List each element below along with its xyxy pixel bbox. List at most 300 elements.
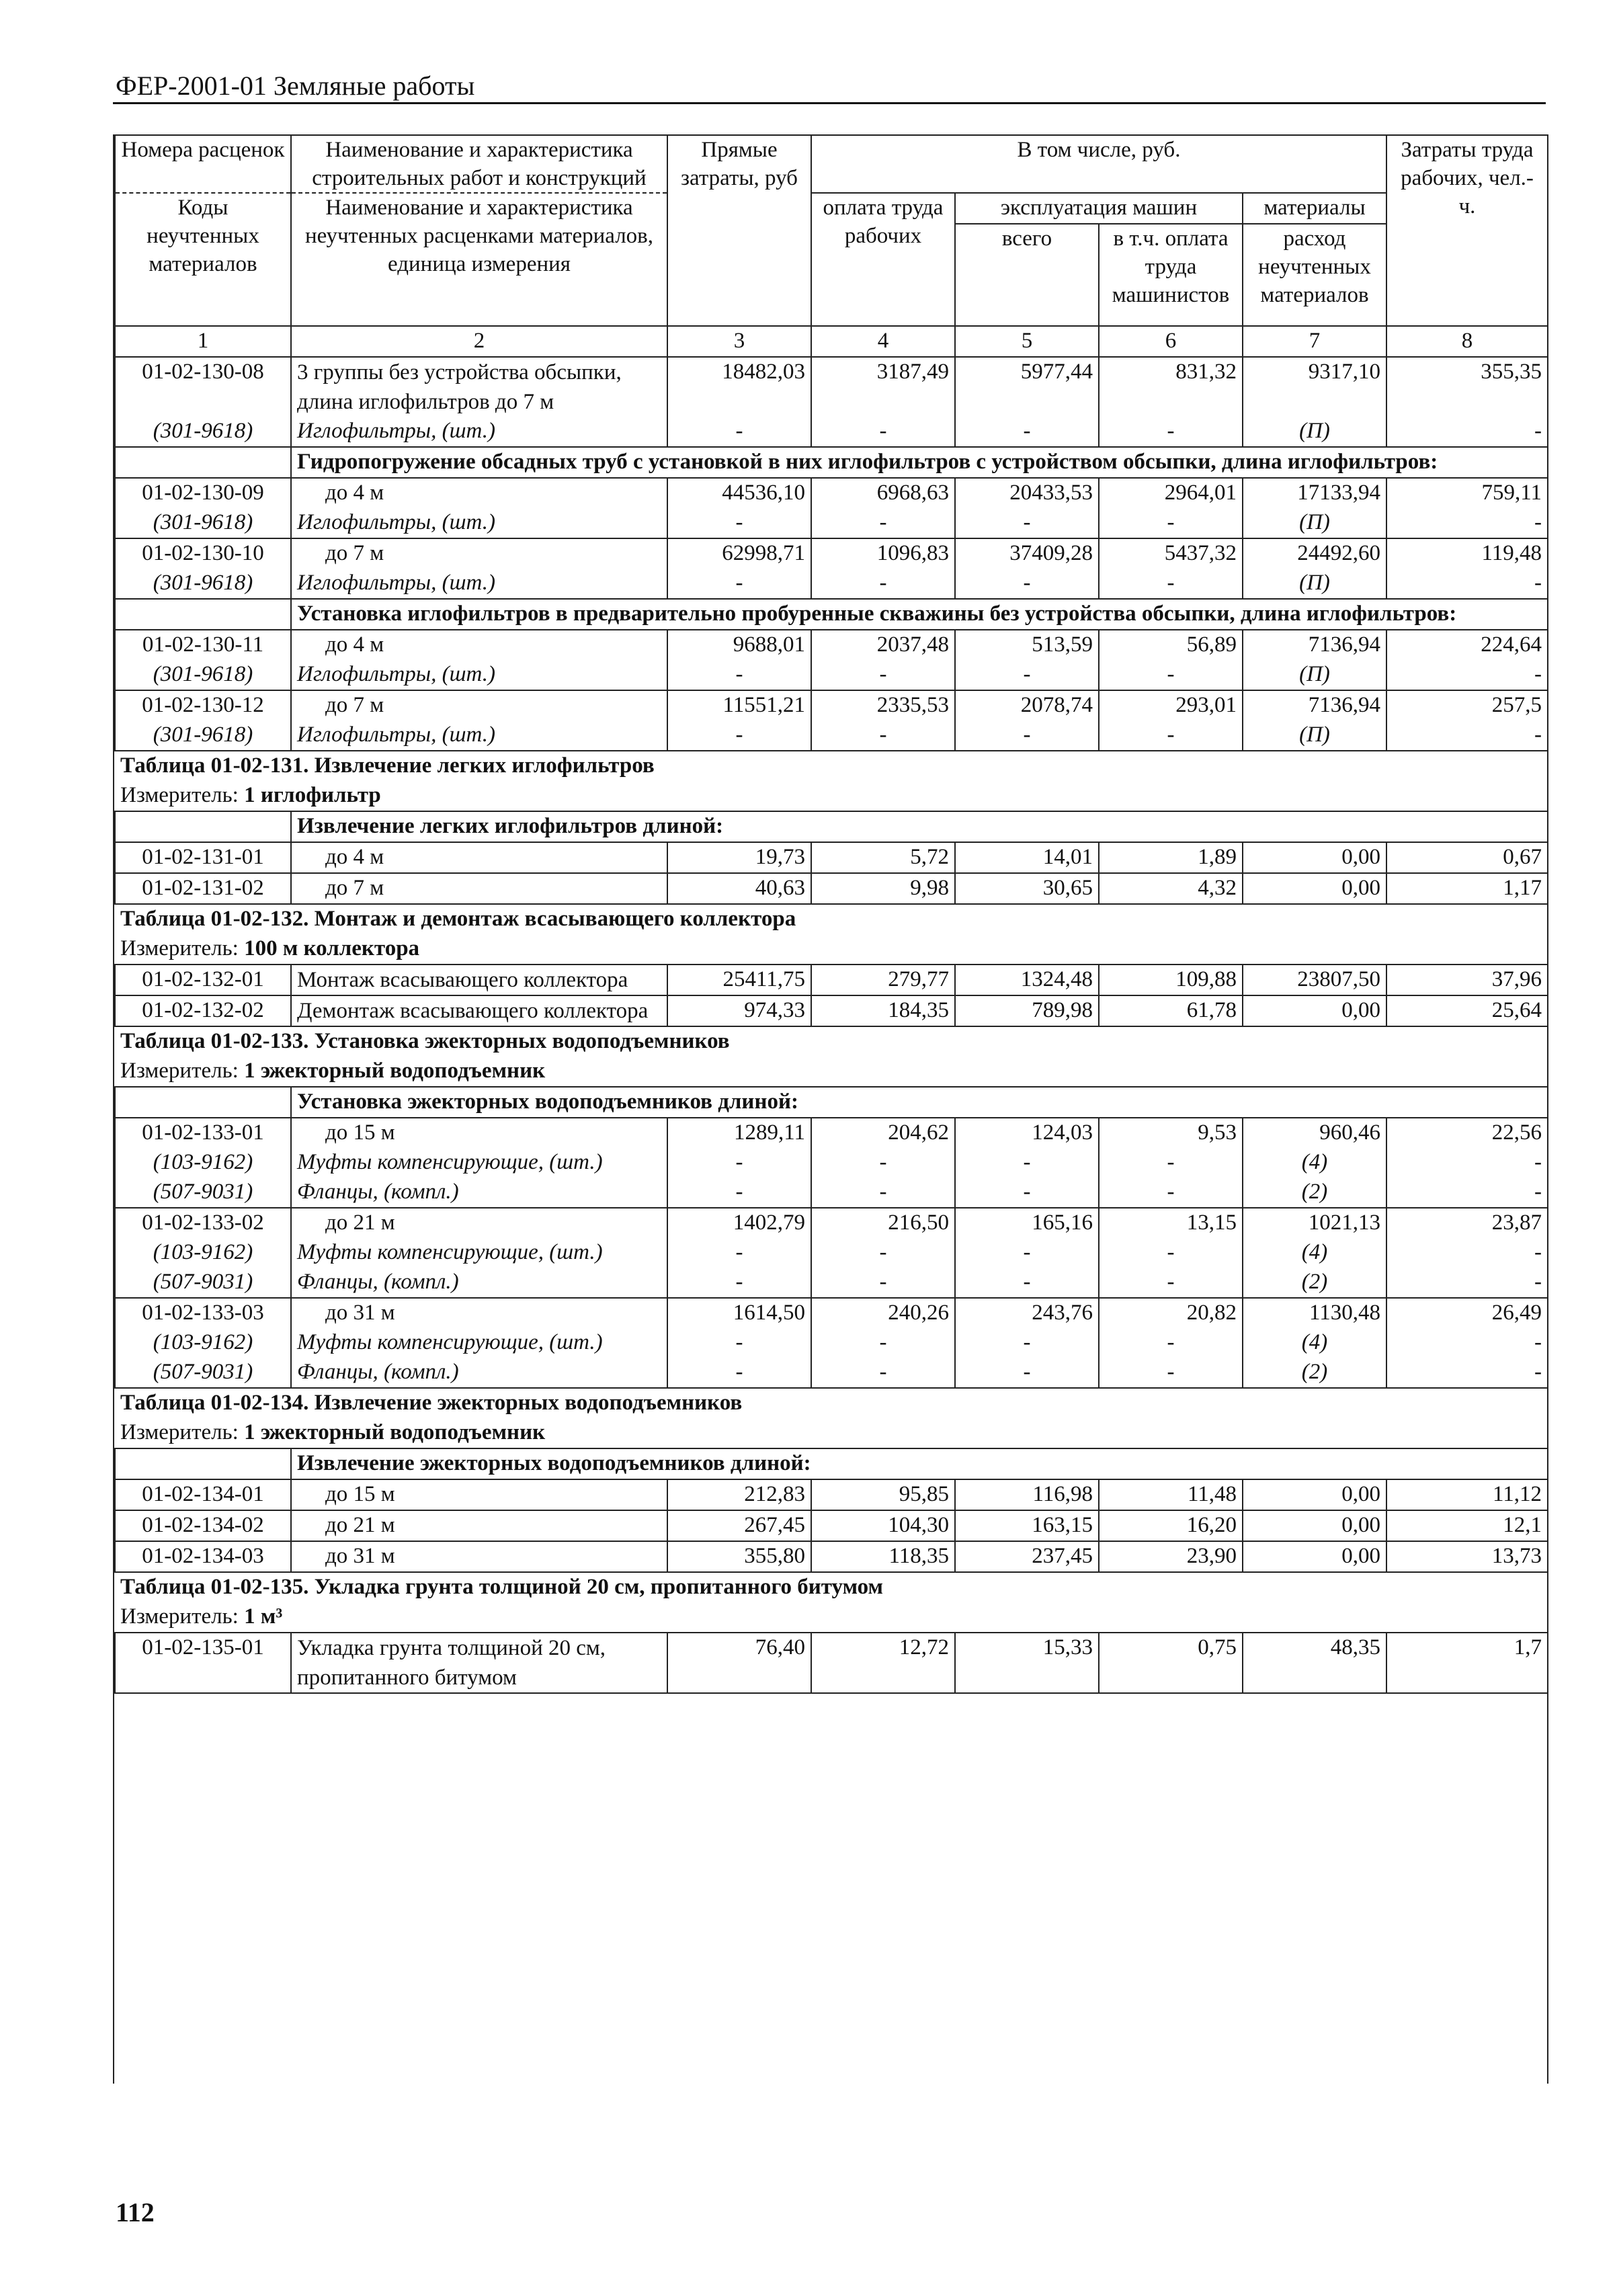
rate-value: 5977,44 — [955, 357, 1099, 417]
meter-line — [115, 934, 1548, 965]
col-header-machines-total: всего — [955, 224, 1099, 326]
material-value: - — [811, 1238, 955, 1268]
table-title-row — [115, 751, 1548, 781]
rate-row — [115, 995, 1548, 1026]
rate-value: 224,64 — [1386, 630, 1548, 660]
meter-label: Измеритель: — [120, 1420, 239, 1444]
rate-value: 3187,49 — [811, 357, 955, 417]
material-name: Фланцы, (компл.) — [291, 1178, 667, 1208]
material-value: (2) — [1243, 1268, 1386, 1298]
rate-value: 44536,10 — [667, 478, 811, 508]
material-value: - — [955, 1358, 1099, 1388]
rate-value: 116,98 — [955, 1479, 1099, 1510]
rate-value: 11,12 — [1386, 1479, 1548, 1510]
rate-value: 2964,01 — [1099, 478, 1243, 508]
meter-value: 1 эжекторный водоподъемник — [244, 1420, 546, 1444]
material-value: (2) — [1243, 1358, 1386, 1388]
rate-name: Укладка грунта толщиной 20 см, пропитанного битумом — [291, 1633, 667, 1693]
table-title: Таблица 01-02-134. Извлечение эжекторных водоподъемников — [120, 1391, 743, 1415]
rate-value: 1289,11 — [667, 1118, 811, 1148]
material-value: (П) — [1243, 508, 1386, 538]
meter-value: 1 м³ — [244, 1604, 283, 1629]
rate-value: 62998,71 — [667, 538, 811, 569]
col-header-codes: Номера расценок — [115, 135, 291, 193]
material-code: (103-9162) — [115, 1328, 291, 1358]
meter-label: Измеритель: — [120, 783, 239, 807]
rate-value: 974,33 — [667, 995, 811, 1026]
rate-row — [115, 1541, 1548, 1572]
material-value: - — [955, 660, 1099, 690]
rate-value: 9688,01 — [667, 630, 811, 660]
material-value: - — [955, 1178, 1099, 1208]
material-value: - — [1099, 417, 1243, 447]
rate-value: 14,01 — [955, 842, 1099, 873]
material-value: - — [811, 1148, 955, 1178]
subheading: Установка иглофильтров в предварительно пробуренные скважины без устройства обсыпки, длина иглофильтров: — [291, 599, 1548, 630]
material-value: - — [1386, 1178, 1548, 1208]
col-header-materials: материалы — [1243, 193, 1386, 224]
empty-cell — [115, 811, 291, 842]
meter-line — [115, 781, 1548, 811]
rate-value: 1402,79 — [667, 1208, 811, 1238]
rate-row — [115, 478, 1548, 508]
material-value: - — [955, 1148, 1099, 1178]
material-value: - — [667, 1358, 811, 1388]
rate-code: 01-02-130-08 — [115, 357, 291, 417]
col-header-worker-pay: оплата труда рабочих — [811, 193, 955, 326]
material-name: Иглофильтры, (шт.) — [291, 721, 667, 751]
material-value: - — [1386, 721, 1548, 751]
material-value: - — [1386, 569, 1548, 599]
rate-value: 355,35 — [1386, 357, 1548, 417]
rate-value: 240,26 — [811, 1298, 955, 1328]
material-row — [115, 1148, 1548, 1178]
material-value: (2) — [1243, 1178, 1386, 1208]
rate-value: 15,33 — [955, 1633, 1099, 1693]
rate-code: 01-02-134-02 — [115, 1510, 291, 1541]
material-value: - — [1386, 660, 1548, 690]
rate-code: 01-02-131-01 — [115, 842, 291, 873]
material-row — [115, 660, 1548, 690]
rate-value: 216,50 — [811, 1208, 955, 1238]
material-value: - — [1099, 1328, 1243, 1358]
rate-name: Монтаж всасывающего коллектора — [291, 965, 667, 995]
material-value: - — [1386, 508, 1548, 538]
rate-value: 257,5 — [1386, 690, 1548, 721]
col-header-machinist-pay: в т.ч. оплата труда машинистов — [1099, 224, 1243, 326]
col-number: 1 — [115, 326, 291, 357]
subheading-row — [115, 811, 1548, 842]
rate-value: 1,7 — [1386, 1633, 1548, 1693]
material-row — [115, 721, 1548, 751]
rate-value: 1021,13 — [1243, 1208, 1386, 1238]
rate-value: 0,00 — [1243, 1541, 1386, 1572]
rate-code: 01-02-131-02 — [115, 873, 291, 904]
material-value: (П) — [1243, 569, 1386, 599]
material-value: - — [811, 569, 955, 599]
rate-value: 1130,48 — [1243, 1298, 1386, 1328]
col-header-unaccounted-materials: расход неучтенных материалов — [1243, 224, 1386, 326]
rate-value: 960,46 — [1243, 1118, 1386, 1148]
meter-value: 1 иглофильтр — [244, 783, 381, 807]
rate-value: 23,87 — [1386, 1208, 1548, 1238]
rate-value: 5437,32 — [1099, 538, 1243, 569]
rate-row — [115, 1118, 1548, 1148]
rate-value: 119,48 — [1386, 538, 1548, 569]
rate-value: 23807,50 — [1243, 965, 1386, 995]
rate-code: 01-02-132-01 — [115, 965, 291, 995]
material-name: Иглофильтры, (шт.) — [291, 569, 667, 599]
rate-name: Демонтаж всасывающего коллектора — [291, 995, 667, 1026]
rate-value: 37,96 — [1386, 965, 1548, 995]
rate-value: 109,88 — [1099, 965, 1243, 995]
table-title: Таблица 01-02-132. Монтаж и демонтаж всасывающего коллектора — [120, 907, 796, 931]
rate-value: 267,45 — [667, 1510, 811, 1541]
rate-value: 279,77 — [811, 965, 955, 995]
rate-value: 5,72 — [811, 842, 955, 873]
material-value: (П) — [1243, 417, 1386, 447]
rate-value: 24492,60 — [1243, 538, 1386, 569]
material-value: - — [955, 1238, 1099, 1268]
material-value: - — [1386, 1148, 1548, 1178]
col-number: 3 — [667, 326, 811, 357]
rate-name: до 4 м — [291, 478, 667, 508]
rate-name: до 7 м — [291, 690, 667, 721]
material-name: Муфты компенсирующие, (шт.) — [291, 1238, 667, 1268]
material-value: (4) — [1243, 1238, 1386, 1268]
material-value: - — [1099, 1148, 1243, 1178]
rate-value: 0,00 — [1243, 873, 1386, 904]
rate-row — [115, 842, 1548, 873]
material-value: (4) — [1243, 1148, 1386, 1178]
rate-code: 01-02-134-01 — [115, 1479, 291, 1510]
material-code: (301-9618) — [115, 569, 291, 599]
rate-value: 9,53 — [1099, 1118, 1243, 1148]
rate-value: 48,35 — [1243, 1633, 1386, 1693]
page-number: 112 — [116, 2197, 155, 2227]
rate-value: 124,03 — [955, 1118, 1099, 1148]
material-code: (103-9162) — [115, 1238, 291, 1268]
rate-value: 2037,48 — [811, 630, 955, 660]
rate-name: до 7 м — [291, 873, 667, 904]
col-number: 4 — [811, 326, 955, 357]
material-row — [115, 569, 1548, 599]
material-value: - — [667, 508, 811, 538]
col-header-labor: Затраты труда рабочих, чел.-ч. — [1386, 135, 1548, 326]
rate-value: 37409,28 — [955, 538, 1099, 569]
material-value: - — [1099, 508, 1243, 538]
rate-name: до 7 м — [291, 538, 667, 569]
material-code: (103-9162) — [115, 1148, 291, 1178]
material-code: (301-9618) — [115, 721, 291, 751]
material-row — [115, 417, 1548, 447]
col-header-name: Наименование и характеристика строительных работ и конструкций — [291, 135, 667, 193]
material-value: - — [1386, 417, 1548, 447]
rate-code: 01-02-135-01 — [115, 1633, 291, 1693]
rate-name: до 15 м — [291, 1118, 667, 1148]
material-value: (4) — [1243, 1328, 1386, 1358]
header-rule — [113, 102, 1546, 104]
rate-name: до 21 м — [291, 1510, 667, 1541]
col-number: 8 — [1386, 326, 1548, 357]
col-header-material-codes: Коды неучтенных материалов — [115, 193, 291, 326]
subheading-row — [115, 599, 1548, 630]
rate-value: 19,73 — [667, 842, 811, 873]
table-title-row — [115, 1026, 1548, 1057]
material-name: Муфты компенсирующие, (шт.) — [291, 1148, 667, 1178]
material-value: - — [811, 660, 955, 690]
subheading-row — [115, 1087, 1548, 1118]
material-value: - — [811, 721, 955, 751]
rate-value: 30,65 — [955, 873, 1099, 904]
rate-row — [115, 1208, 1548, 1238]
rate-value: 20,82 — [1099, 1298, 1243, 1328]
rate-value: 1324,48 — [955, 965, 1099, 995]
rate-value: 0,75 — [1099, 1633, 1243, 1693]
rate-value: 0,00 — [1243, 1479, 1386, 1510]
rate-value: 61,78 — [1099, 995, 1243, 1026]
rate-value: 9317,10 — [1243, 357, 1386, 417]
material-name: Иглофильтры, (шт.) — [291, 660, 667, 690]
rate-value: 0,00 — [1243, 1510, 1386, 1541]
subheading: Гидропогружение обсадных труб с установкой в них иглофильтров с устройством обсыпки, длина иглофильтров: — [291, 447, 1548, 478]
rate-name: 3 группы без устройства обсыпки, длина иглофильтров до 7 м — [291, 357, 667, 417]
subheading-row — [115, 1448, 1548, 1479]
rate-code: 01-02-130-09 — [115, 478, 291, 508]
table-title: Таблица 01-02-131. Извлечение легких иглофильтров — [120, 753, 655, 778]
rate-name: до 4 м — [291, 630, 667, 660]
col-header-group: В том числе, руб. — [811, 135, 1386, 193]
column-header-row-2 — [115, 193, 1548, 224]
rate-value: 293,01 — [1099, 690, 1243, 721]
rate-value: 1,17 — [1386, 873, 1548, 904]
material-name: Муфты компенсирующие, (шт.) — [291, 1328, 667, 1358]
rate-row — [115, 630, 1548, 660]
material-value: - — [955, 569, 1099, 599]
rate-value: 2335,53 — [811, 690, 955, 721]
subheading-row — [115, 447, 1548, 478]
table-title: Таблица 01-02-135. Укладка грунта толщиной 20 см, пропитанного битумом — [120, 1575, 883, 1599]
meter-line — [115, 1418, 1548, 1448]
material-value: - — [1099, 1178, 1243, 1208]
rate-value: 789,98 — [955, 995, 1099, 1026]
material-value: - — [811, 1328, 955, 1358]
table-title: Таблица 01-02-133. Установка эжекторных водоподъемников — [120, 1029, 730, 1053]
rate-value: 25,64 — [1386, 995, 1548, 1026]
material-value: - — [811, 417, 955, 447]
material-value: - — [667, 1178, 811, 1208]
material-value: - — [1099, 660, 1243, 690]
meter-line — [115, 1602, 1548, 1633]
rate-name: до 4 м — [291, 842, 667, 873]
rate-code: 01-02-133-01 — [115, 1118, 291, 1148]
material-value: - — [955, 721, 1099, 751]
rate-value: 18482,03 — [667, 357, 811, 417]
material-code: (507-9031) — [115, 1178, 291, 1208]
material-code: (507-9031) — [115, 1268, 291, 1298]
rate-name: до 15 м — [291, 1479, 667, 1510]
rate-value: 6968,63 — [811, 478, 955, 508]
material-value: - — [667, 721, 811, 751]
material-value: - — [667, 417, 811, 447]
rate-value: 12,1 — [1386, 1510, 1548, 1541]
table-title-row — [115, 904, 1548, 934]
rate-code: 01-02-130-11 — [115, 630, 291, 660]
material-value: - — [811, 1178, 955, 1208]
table-title-row — [115, 1388, 1548, 1418]
rate-value: 26,49 — [1386, 1298, 1548, 1328]
rate-value: 243,76 — [955, 1298, 1099, 1328]
rate-value: 12,72 — [811, 1633, 955, 1693]
material-value: - — [955, 1268, 1099, 1298]
rate-row — [115, 1633, 1548, 1693]
material-name: Фланцы, (компл.) — [291, 1268, 667, 1298]
rate-name: до 31 м — [291, 1541, 667, 1572]
rate-value: 0,00 — [1243, 995, 1386, 1026]
material-value: - — [1099, 569, 1243, 599]
material-code: (301-9618) — [115, 508, 291, 538]
rate-value: 831,32 — [1099, 357, 1243, 417]
meter-label: Измеритель: — [120, 1059, 239, 1083]
column-number-row — [115, 326, 1548, 357]
meter-row — [115, 781, 1548, 811]
material-value: - — [667, 1268, 811, 1298]
rate-value: 1096,83 — [811, 538, 955, 569]
meter-value: 1 эжекторный водоподъемник — [244, 1059, 546, 1083]
rate-row — [115, 873, 1548, 904]
rate-value: 20433,53 — [955, 478, 1099, 508]
rate-value: 9,98 — [811, 873, 955, 904]
rate-row — [115, 690, 1548, 721]
material-name: Фланцы, (компл.) — [291, 1358, 667, 1388]
material-value: - — [955, 417, 1099, 447]
rate-row — [115, 965, 1548, 995]
rate-row — [115, 538, 1548, 569]
rate-value: 22,56 — [1386, 1118, 1548, 1148]
rate-row — [115, 1298, 1548, 1328]
rate-value: 513,59 — [955, 630, 1099, 660]
empty-cell — [115, 447, 291, 478]
material-value: (П) — [1243, 721, 1386, 751]
material-value: - — [1099, 1358, 1243, 1388]
rate-name: до 21 м — [291, 1208, 667, 1238]
rate-row — [115, 1479, 1548, 1510]
material-value: - — [667, 569, 811, 599]
material-value: - — [811, 1268, 955, 1298]
rate-value: 204,62 — [811, 1118, 955, 1148]
material-row — [115, 1328, 1548, 1358]
rate-value: 0,00 — [1243, 842, 1386, 873]
material-value: - — [667, 660, 811, 690]
rate-value: 212,83 — [667, 1479, 811, 1510]
rate-value: 7136,94 — [1243, 630, 1386, 660]
material-code: (507-9031) — [115, 1358, 291, 1388]
col-number: 2 — [291, 326, 667, 357]
rate-code: 01-02-130-10 — [115, 538, 291, 569]
rate-value: 163,15 — [955, 1510, 1099, 1541]
material-value: - — [811, 508, 955, 538]
meter-row — [115, 1057, 1548, 1087]
rate-value: 40,63 — [667, 873, 811, 904]
material-value: - — [1099, 1238, 1243, 1268]
rate-value: 76,40 — [667, 1633, 811, 1693]
meter-value: 100 м коллектора — [244, 936, 420, 960]
material-row — [115, 1268, 1548, 1298]
material-value: - — [955, 508, 1099, 538]
subheading: Извлечение эжекторных водоподъемников длиной: — [291, 1448, 1548, 1479]
empty-cell — [115, 599, 291, 630]
material-value: - — [1099, 721, 1243, 751]
material-name: Иглофильтры, (шт.) — [291, 417, 667, 447]
meter-row — [115, 1602, 1548, 1633]
rate-value: 104,30 — [811, 1510, 955, 1541]
rate-row — [115, 1510, 1548, 1541]
material-row — [115, 1238, 1548, 1268]
rate-code: 01-02-134-03 — [115, 1541, 291, 1572]
material-value: - — [1386, 1238, 1548, 1268]
rate-value: 0,67 — [1386, 842, 1548, 873]
rate-code: 01-02-130-12 — [115, 690, 291, 721]
col-header-direct-costs: Прямые затраты, руб — [667, 135, 811, 326]
rate-value: 56,89 — [1099, 630, 1243, 660]
rate-value: 25411,75 — [667, 965, 811, 995]
rate-value: 759,11 — [1386, 478, 1548, 508]
meter-row — [115, 1418, 1548, 1448]
rate-value: 237,45 — [955, 1541, 1099, 1572]
meter-row — [115, 934, 1548, 965]
rate-value: 7136,94 — [1243, 690, 1386, 721]
material-code: (301-9618) — [115, 660, 291, 690]
rate-value: 1,89 — [1099, 842, 1243, 873]
rate-value: 355,80 — [667, 1541, 811, 1572]
rate-value: 13,15 — [1099, 1208, 1243, 1238]
material-code: (301-9618) — [115, 417, 291, 447]
rate-code: 01-02-133-02 — [115, 1208, 291, 1238]
rate-code: 01-02-132-02 — [115, 995, 291, 1026]
material-value: - — [667, 1328, 811, 1358]
rate-value: 2078,74 — [955, 690, 1099, 721]
col-number: 7 — [1243, 326, 1386, 357]
col-number: 6 — [1099, 326, 1243, 357]
rate-value: 4,32 — [1099, 873, 1243, 904]
material-value: - — [811, 1358, 955, 1388]
rates-sheet — [113, 134, 1548, 2084]
col-header-material-name: Наименование и характеристика неучтенных расценками материалов, единица измерения — [291, 193, 667, 326]
material-row — [115, 1358, 1548, 1388]
material-value: - — [1386, 1328, 1548, 1358]
material-value: - — [667, 1148, 811, 1178]
material-value: (П) — [1243, 660, 1386, 690]
meter-label: Измеритель: — [120, 936, 239, 960]
rate-value: 165,16 — [955, 1208, 1099, 1238]
col-number: 5 — [955, 326, 1099, 357]
material-row — [115, 1178, 1548, 1208]
meter-label: Измеритель: — [120, 1604, 239, 1629]
material-value: - — [955, 1328, 1099, 1358]
rate-code: 01-02-133-03 — [115, 1298, 291, 1328]
rate-value: 23,90 — [1099, 1541, 1243, 1572]
rates-table — [114, 134, 1548, 1694]
rate-value: 11551,21 — [667, 690, 811, 721]
material-value: - — [1099, 1268, 1243, 1298]
document-header-title: ФЕР-2001-01 Земляные работы — [116, 71, 475, 101]
rate-row — [115, 357, 1548, 417]
material-value: - — [667, 1238, 811, 1268]
meter-line — [115, 1057, 1548, 1087]
rate-value: 95,85 — [811, 1479, 955, 1510]
rate-value: 11,48 — [1099, 1479, 1243, 1510]
rate-value: 16,20 — [1099, 1510, 1243, 1541]
